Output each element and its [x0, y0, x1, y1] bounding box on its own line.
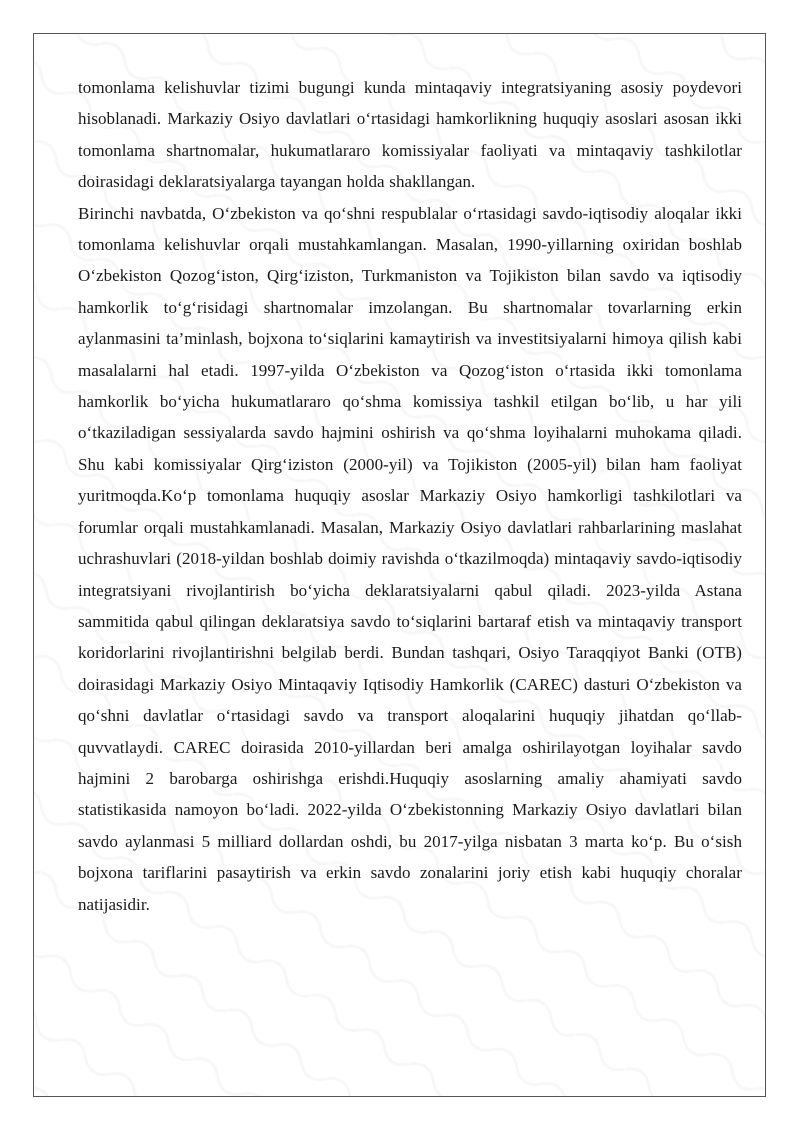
paragraph-1: tomonlama kelishuvlar tizimi bugungi kunda mintaqaviy integratsiyaning asosiy poydevori hisoblanadi. Markaziy Osiyo davlatlari o‘rtasidagi hamkorlikning huquqiy asoslari asosan ikki tomonlama shartnomalar, hukumatlararo komissiyalar faoliyati va mintaqaviy tashkilotlar doirasidagi deklaratsiyalarga tayangan holda shakllangan. — [78, 78, 742, 192]
body-text — [78, 72, 742, 920]
paragraph-2: Birinchi navbatda, O‘zbekiston va qo‘shni respublalar o‘rtasidagi savdo-iqtisodiy aloqalar ikki tomonlama kelishuvlar orqali mustahkamlangan. Masalan, 1990-yillarning oxiridan boshlab O‘zbekiston Qozog‘iston, Qirg‘iziston, Turkmaniston va Tojikiston bilan savdo va iqtisodiy hamkorlik to‘g‘risidagi shartnomalar imzolangan. Bu shartnomalar tovarlarning erkin aylanmasini ta’minlash, bojxona to‘siqlarini kamaytirish va investitsiyalarni himoya qilish kabi masalalarni hal etadi. 1997-yilda O‘zbekiston va Qozog‘iston o‘rtasida ikki tomonlama hamkorlik bo‘yicha hukumatlararo qo‘shma komissiya tashkil etilgan bo‘lib, u har yili o‘tkaziladigan sessiyalarda savdo hajmini oshirish va qo‘shma loyihalarni muhokama qiladi. Shu kabi komissiyalar Qirg‘iziston (2000-yil) va Tojikiston (2005-yil) bilan ham faoliyat yuritmoqda.Ko‘p tomonlama huquqiy asoslar Markaziy Osiyo hamkorligi tashkilotlari va forumlar orqali mustahkamlanadi. Masalan, Markaziy Osiyo davlatlari rahbarlarining maslahat uchrashuvlari (2018-yildan boshlab doimiy ravishda o‘tkazilmoqda) mintaqaviy savdo-iqtisodiy integratsiyani rivojlantirish bo‘yicha deklaratsiyalarni qabul qiladi. 2023-yilda Astana sammitida qabul qilingan deklaratsiya savdo to‘siqlarini bartaraf etish va mintaqaviy transport koridorlarini rivojlantirishni belgilab berdi. Bundan tashqari, Osiyo Taraqqiyot Banki (OTB) doirasidagi Markaziy Osiyo Mintaqaviy Iqtisodiy Hamkorlik (CAREC) dasturi O‘zbekiston va qo‘shni davlatlar o‘rtasidagi savdo va transport aloqalarini huquqiy jihatdan qo‘llab-quvvatlaydi. CAREC doirasida 2010-yillardan beri amalga oshirilayotgan loyihalar savdo hajmini 2 barobarga oshirishga erishdi.Huquqiy asoslarning amaliy ahamiyati savdo statistikasida namoyon bo‘ladi. 2022-yilda O‘zbekistonning Markaziy Osiyo davlatlari bilan savdo aylanmasi 5 milliard dollardan oshdi, bu 2017-yilga nisbatan 3 marta ko‘p. Bu o‘sish bojxona tariflarini pasaytirish va erkin savdo zonalarini joriy etish kabi huquqiy choralar natijasidir. — [78, 203, 742, 914]
